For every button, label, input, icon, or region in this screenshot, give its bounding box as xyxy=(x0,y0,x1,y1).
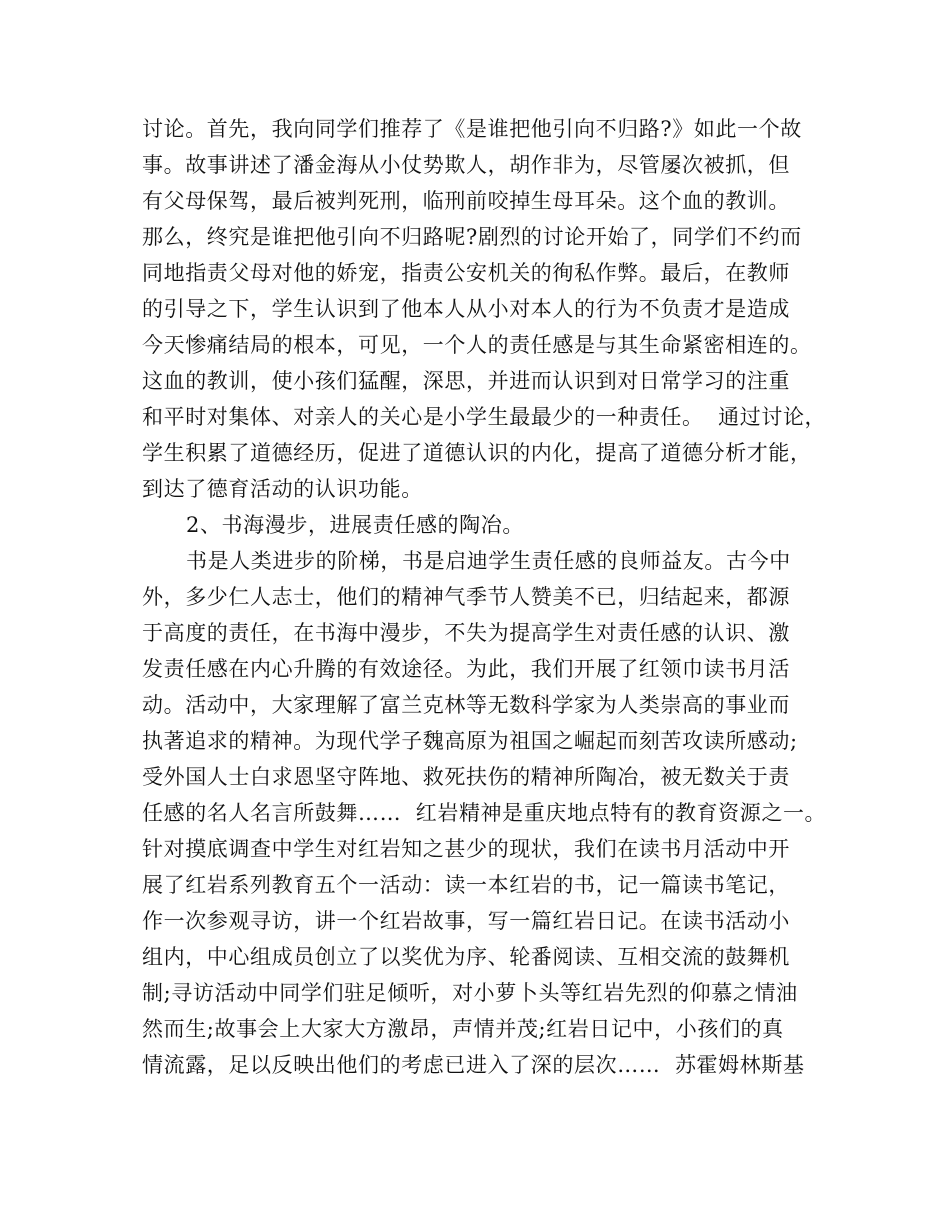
text-line: 这血的教训，使小孩们猛醒，深思，并进而认识到对日常学习的注重 xyxy=(142,369,790,393)
text-line: 情流露，足以反映出他们的考虑已进入了深的层次…… 苏霍姆林斯基 xyxy=(142,1053,805,1077)
text-line: 组内，中心组成员创立了以奖优为序、轮番阅读、互相交流的鼓舞机 xyxy=(142,945,790,969)
text-line: 到达了德育活动的认识功能。 xyxy=(142,477,423,501)
text-line: 展了红岩系列教育五个一活动：读一本红岩的书，记一篇读书笔记， xyxy=(142,873,790,897)
text-line: 任感的名人名言所鼓舞…… 红岩精神是重庆地点特有的教育资源之一。 xyxy=(142,801,827,825)
text-line: 有父母保驾，最后被判死刑，临刑前咬掉生母耳朵。这个血的教训。 xyxy=(142,189,790,213)
text-line: 那么，终究是谁把他引向不归路呢?剧烈的讨论开始了，同学们不约而 xyxy=(142,225,802,249)
text-line: 针对摸底调查中学生对红岩知之甚少的现状，我们在读书月活动中开 xyxy=(142,837,790,861)
text-line: 执著追求的精神。为现代学子魏高原为祖国之崛起而刻苦攻读所感动; xyxy=(142,729,798,753)
section-heading: 2、书海漫步，进展责任感的陶冶。 xyxy=(186,513,524,537)
text-line: 制;寻访活动中同学们驻足倾听，对小萝卜头等红岩先烈的仰慕之情油 xyxy=(142,981,798,1005)
text-line: 然而生;故事会上大家大方激昂，声情并茂;红岩日记中，小孩们的真 xyxy=(142,1017,784,1041)
text-line: 和平时对集体、对亲人的关心是小学生最最少的一种责任。 通过讨论， xyxy=(142,405,827,429)
text-line: 学生积累了道德经历，促进了道德认识的内化，提高了道德分析才能， xyxy=(142,441,812,465)
text-line: 受外国人士白求恩坚守阵地、救死扶伤的精神所陶冶，被无数关于责 xyxy=(142,765,790,789)
text-line: 今天惨痛结局的根本，可见，一个人的责任感是与其生命紧密相连的。 xyxy=(142,333,812,357)
text-line: 发责任感在内心升腾的有效途径。为此，我们开展了红领巾读书月活 xyxy=(142,657,790,681)
text-line: 于高度的责任，在书海中漫步，不失为提高学生对责任感的认识、激 xyxy=(142,621,790,645)
text-line: 书是人类进步的阶梯，书是启迪学生责任感的良师益友。古今中 xyxy=(186,549,791,573)
text-line: 的引导之下，学生认识到了他本人从小对本人的行为不负责才是造成 xyxy=(142,297,790,321)
text-line: 外，多少仁人志士，他们的精神气季节人赞美不已，归结起来，都源 xyxy=(142,585,790,609)
text-line: 事。故事讲述了潘金海从小仗势欺人，胡作非为，尽管屡次被抓，但 xyxy=(142,153,790,177)
text-line: 动。活动中，大家理解了富兰克林等无数科学家为人类崇高的事业而 xyxy=(142,693,790,717)
text-line: 同地指责父母对他的娇宠，指责公安机关的徇私作弊。最后，在教师 xyxy=(142,261,790,285)
text-line: 讨论。首先，我向同学们推荐了《是谁把他引向不归路?》如此一个故 xyxy=(142,117,802,141)
text-line: 作一次参观寻访，讲一个红岩故事，写一篇红岩日记。在读书活动小 xyxy=(142,909,790,933)
